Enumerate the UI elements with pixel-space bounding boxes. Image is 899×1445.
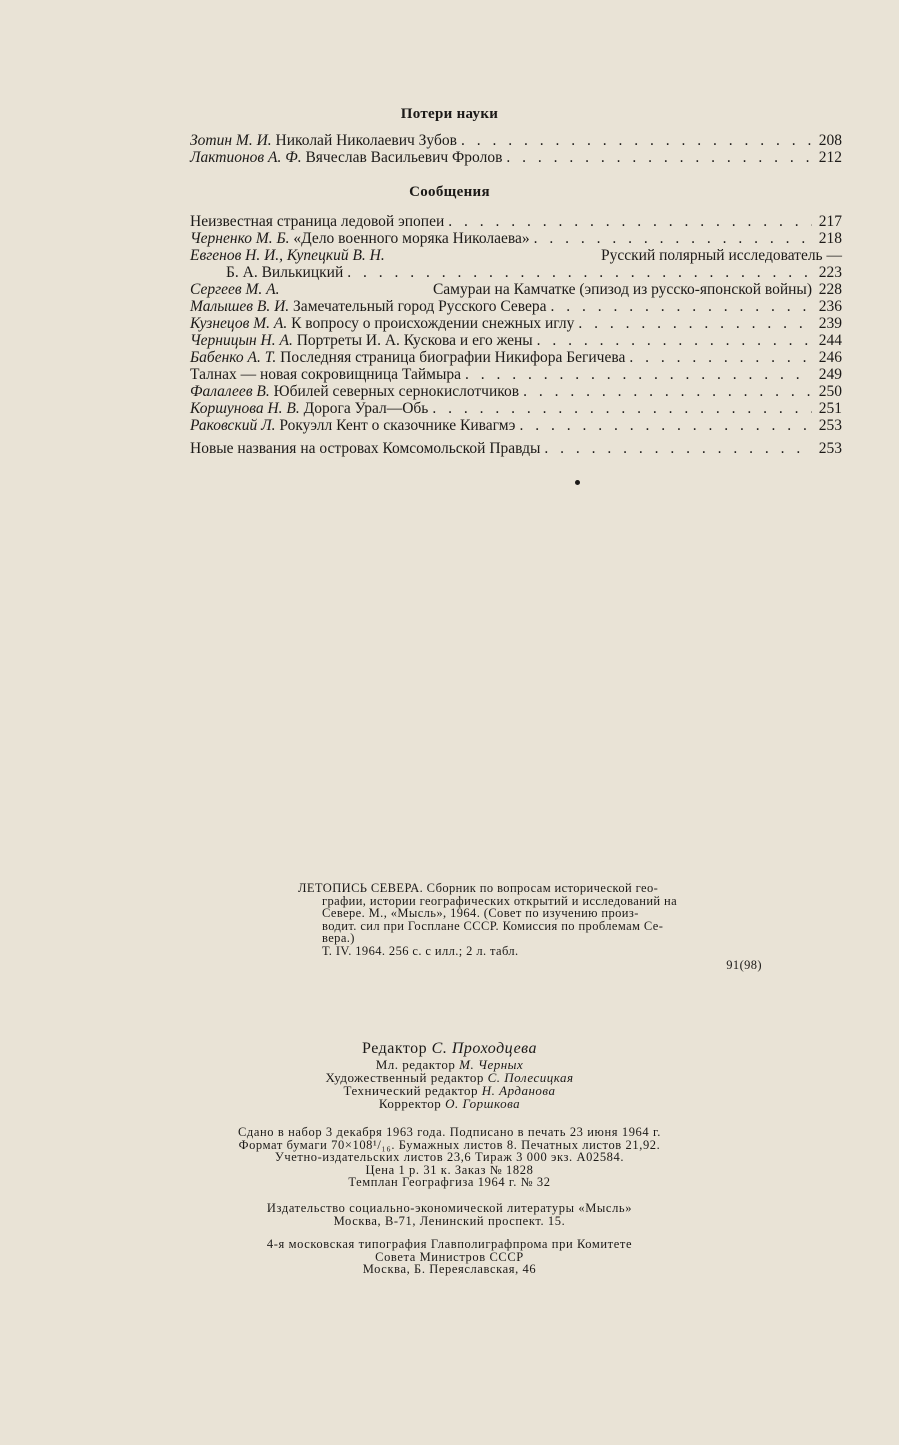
entry-author: Бабенко А. Т.	[190, 349, 277, 366]
entry-title: «Дело военного моряка Николаева»	[293, 230, 530, 247]
leader-dots	[448, 213, 812, 230]
junior-editor-name: М. Черных	[459, 1057, 524, 1072]
toc-entry	[190, 230, 842, 247]
print-info-line: Формат бумаги 70×108¹/₁₆. Бумажных листов 8. Печатных листов 21,92.	[238, 1137, 661, 1152]
art-editor-label: Художественный редактор	[325, 1070, 484, 1085]
entry-title: Замечательный город Русского Севера	[293, 298, 547, 315]
printer-line: 4-я московская типография Главполиграфпрома при Комитете	[266, 1237, 633, 1251]
toc-reports	[190, 213, 842, 457]
entry-title: Рокуэлл Кент о сказочнике Кивагмэ	[279, 417, 516, 434]
entry-page: 246	[818, 349, 842, 366]
entry-page: 239	[818, 315, 842, 332]
publisher-info	[0, 1202, 899, 1227]
toc-entry	[190, 366, 842, 383]
junior-editor-label: Мл. редактор	[375, 1057, 456, 1072]
print-info-line: Учетно-издательских листов 23,6 Тираж 3 000 экз. А02584.	[274, 1150, 625, 1164]
annotation-line: вера.)	[322, 931, 355, 945]
editor-label: Редактор	[362, 1040, 428, 1057]
entry-page: 228	[818, 281, 842, 298]
entry-author: Лактионов А. Ф.	[190, 149, 302, 166]
toc-entry	[190, 281, 842, 298]
credits	[0, 1040, 899, 1110]
entry-page: 251	[818, 400, 842, 417]
toc-entry	[190, 149, 842, 166]
art-editor-name: С. Полесицкая	[487, 1070, 574, 1085]
entry-author: Раковский Л.	[190, 417, 276, 434]
toc-entry	[190, 440, 842, 457]
entry-page: 212	[818, 149, 842, 166]
toc-entry	[190, 332, 842, 349]
entry-title: Неизвестная страница ледовой эпопеи	[190, 213, 445, 230]
tech-editor-label: Технический редактор	[343, 1083, 478, 1098]
entry-author: Зотин М. И.	[190, 132, 272, 149]
entry-author: Малышев В. И.	[190, 298, 290, 315]
entry-title: Юбилей северных сернокислотчиков	[273, 383, 520, 400]
toc-entry-continuation	[190, 264, 842, 281]
entry-title: Новые названия на островах Комсомольской Правды	[190, 440, 541, 457]
toc-losses	[190, 132, 842, 166]
entry-author: Сергеев М. А.	[190, 281, 280, 298]
editor-line	[0, 1040, 899, 1058]
leader-dots	[523, 383, 812, 400]
section-title-losses: Потери науки	[400, 106, 499, 122]
entry-title: Портреты И. А. Кускова и его жены	[296, 332, 533, 349]
entry-page: 249	[818, 366, 842, 383]
entry-title: Дорога Урал—Обь	[303, 400, 429, 417]
printer-line: Москва, Б. Переяславская, 46	[362, 1262, 537, 1276]
leader-dots	[551, 298, 812, 315]
print-info	[0, 1126, 899, 1189]
entry-title: К вопросу о происхождении снежных иглу	[291, 315, 575, 332]
entry-page: 217	[818, 213, 842, 230]
bibliographic-annotation	[298, 882, 768, 972]
leader-dots	[534, 230, 812, 247]
entry-page: 218	[818, 230, 842, 247]
entry-page: 244	[818, 332, 842, 349]
entry-title: Талнах — новая сокровищница Таймыра	[190, 366, 462, 383]
tech-editor-name: Н. Арданова	[481, 1083, 556, 1098]
leader-dots	[461, 132, 812, 149]
entry-title: Самураи на Камчатке (эпизод из русско-японской войны)	[432, 281, 812, 298]
entry-title: Б. А. Вилькицкий	[226, 264, 344, 281]
entry-page: 250	[818, 383, 842, 400]
annotation-line: графии, истории географических открытий и исследований на	[322, 893, 678, 908]
publisher-line: Издательство социально-экономической литературы «Мысль»	[266, 1201, 633, 1215]
entry-author: Черницын Н. А.	[190, 332, 293, 349]
toc-entry	[190, 247, 842, 264]
leader-dots	[465, 366, 812, 383]
print-info-line: Цена 1 р. 31 к. Заказ № 1828	[365, 1162, 534, 1177]
annotation-line: Т. IV. 1964. 256 с. с илл.; 2 л. табл.	[322, 943, 519, 958]
classification-code: 91(98)	[726, 958, 762, 972]
entry-author: Фалалеев В.	[190, 383, 270, 400]
entry-title: Русский полярный исследователь —	[601, 247, 842, 264]
entry-page: 223	[818, 264, 842, 281]
toc-entry	[190, 400, 842, 417]
entry-author: Евгенов Н. И., Купецкий В. Н.	[190, 247, 385, 264]
publisher-line: Москва, В-71, Ленинский проспект. 15.	[333, 1213, 566, 1228]
entry-author: Черненко М. Б.	[190, 230, 290, 247]
toc-entry	[190, 213, 842, 230]
leader-dots	[506, 149, 812, 166]
editor-name: С. Проходцева	[431, 1040, 537, 1057]
proofreader-line	[0, 1097, 899, 1110]
entry-page: 253	[818, 417, 842, 434]
entry-title: Вячеслав Васильевич Фролов	[305, 149, 503, 166]
printer-line: Совета Министров СССР	[375, 1249, 524, 1264]
toc-entry	[190, 383, 842, 400]
leader-dots	[544, 440, 812, 457]
leader-dots	[347, 264, 812, 281]
toc-entry	[190, 417, 842, 434]
toc-entry	[190, 315, 842, 332]
section-title-reports: Сообщения	[409, 184, 490, 200]
leader-dots	[432, 400, 812, 417]
proofreader-label: Корректор	[378, 1096, 442, 1111]
bullet-mark	[575, 480, 580, 485]
leader-dots	[578, 315, 812, 332]
leader-dots	[537, 332, 812, 349]
toc-entry	[190, 349, 842, 366]
entry-title: Николай Николаевич Зубов	[275, 132, 457, 149]
entry-page: 253	[818, 440, 842, 457]
printer-info	[0, 1238, 899, 1276]
annotation-line: Севере. М., «Мысль», 1964. (Совет по изучению произ-	[322, 906, 639, 920]
print-info-line: Темплан Географгиза 1964 г. № 32	[348, 1175, 551, 1189]
entry-title: Последняя страница биографии Никифора Бегичева	[280, 349, 626, 366]
toc-entry	[190, 132, 842, 149]
leader-dots	[629, 349, 812, 366]
entry-author: Коршунова Н. В.	[190, 400, 300, 417]
annotation-line: водит. сил при Госплане СССР. Комиссия по проблемам Се-	[322, 918, 664, 933]
annotation-line: ЛЕТОПИСЬ СЕВЕРА. Сборник по вопросам исторической гео-	[298, 881, 659, 895]
entry-page: 236	[818, 298, 842, 315]
leader-dots	[519, 417, 812, 434]
proofreader-name: О. Горшкова	[445, 1096, 521, 1111]
print-info-line: Сдано в набор 3 декабря 1963 года. Подписано в печать 23 июня 1964 г.	[237, 1125, 662, 1139]
entry-page: 208	[818, 132, 842, 149]
toc-entry	[190, 298, 842, 315]
entry-author: Кузнецов М. А.	[190, 315, 288, 332]
